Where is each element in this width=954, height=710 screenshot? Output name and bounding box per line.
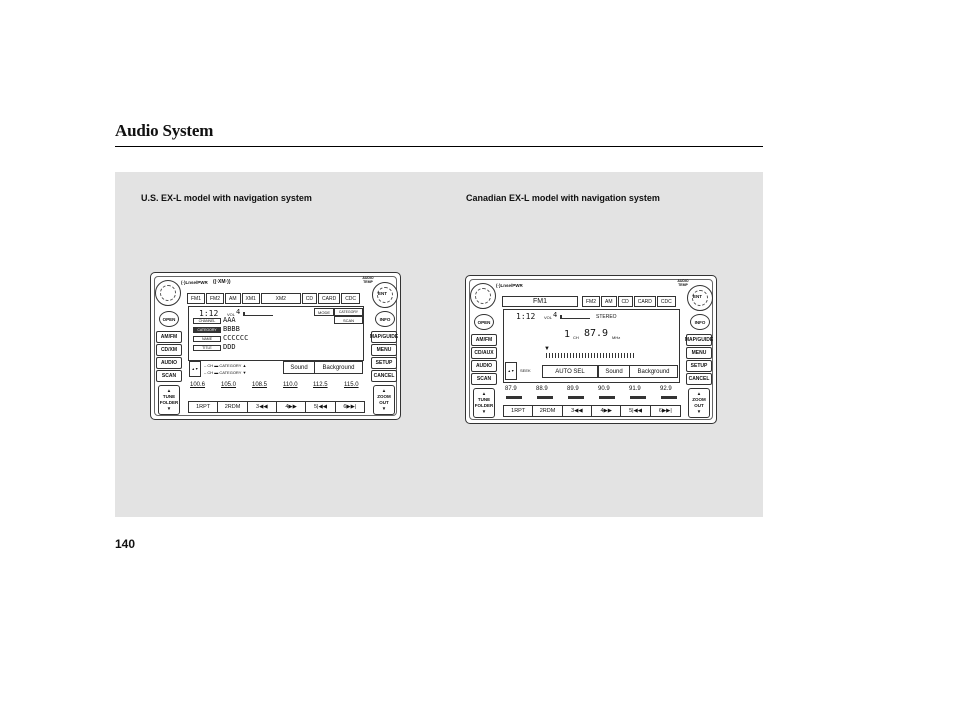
ca-mhz-label: MHz	[612, 335, 621, 340]
ca-source-card[interactable]: CARD	[634, 296, 656, 307]
ca-frequency: 87.9	[584, 328, 609, 339]
us-source-row	[187, 293, 360, 304]
ca-preset-button-6[interactable]: 6▶▶|	[658, 408, 672, 414]
us-line-category: BBBB	[223, 325, 240, 333]
us-preset-button-3[interactable]: 3◀◀	[248, 402, 277, 412]
us-source-card[interactable]: CARD	[318, 293, 340, 304]
us-preset-freq-3: 108.5	[252, 382, 268, 388]
us-setup-button[interactable]: SETUP	[371, 357, 397, 369]
us-caption: U.S. EX-L model with navigation system	[141, 193, 312, 203]
ca-preset-freq-6: 92.9	[660, 386, 672, 392]
us-tune-down-icon: ▼	[166, 406, 172, 411]
us-display-screen	[188, 306, 364, 361]
ca-zoom-button[interactable]	[688, 388, 710, 418]
ca-zoom-down-icon: ▼	[696, 409, 702, 414]
us-preset-freq-4: 110.0	[283, 382, 298, 388]
ca-auto-sel-button[interactable]: AUTO SEL	[542, 365, 598, 378]
ca-preset-bar-6	[661, 396, 677, 399]
ca-preset-freq-2: 88.9	[536, 386, 548, 392]
ca-amfm-button[interactable]: AM/FM	[471, 334, 497, 346]
ca-tuning-marker-icon: ▼	[544, 346, 550, 352]
ca-preset-button-2[interactable]: 2RDM	[533, 406, 562, 416]
ca-open-button[interactable]: OPEN	[474, 314, 494, 330]
us-vol-value: 4	[236, 308, 241, 316]
us-xm-logo: ((·XM·))	[213, 279, 231, 285]
us-vol-label: VOL	[227, 312, 236, 317]
ca-stereo-indicator: STEREO	[596, 314, 617, 320]
us-tag-name: NAME	[193, 336, 221, 342]
us-zoom-up-icon: ▲	[381, 388, 387, 393]
us-tag-category: CATEGORY	[193, 327, 221, 333]
ca-cancel-button[interactable]: CANCEL	[686, 373, 712, 385]
ca-seek-label: SEEK	[520, 368, 531, 373]
ca-current-source[interactable]: FM1	[502, 296, 578, 307]
ca-setup-button[interactable]: SETUP	[686, 360, 712, 372]
page-number: 140	[115, 537, 136, 551]
ca-zoom-label: ZOOM OUT	[692, 397, 706, 408]
us-preset-freq-6: 115.0	[344, 382, 359, 388]
us-map-guide-button[interactable]: MAP/GUIDE	[371, 331, 397, 343]
us-audio-button[interactable]: AUDIO	[156, 357, 182, 369]
us-preset-button-row	[188, 401, 365, 413]
us-clock: 1:12	[199, 309, 219, 318]
us-line-name: CCCCCC	[223, 334, 249, 342]
ca-preset-button-3[interactable]: 3◀◀	[563, 406, 592, 416]
ca-source-cd[interactable]: CD	[618, 296, 633, 307]
ca-audio-unit	[465, 275, 717, 424]
ca-clock: 1:12	[516, 312, 536, 321]
us-preset-freq-1: 100.6	[190, 382, 206, 388]
ca-menu-button[interactable]: MENU	[686, 347, 712, 359]
us-preset-button-2[interactable]: 2RDM	[218, 402, 247, 412]
ca-display-screen	[503, 309, 680, 383]
ca-ch-softkey[interactable]: ▲▼	[505, 362, 517, 380]
ca-preset-button-1[interactable]: 1RPT	[504, 406, 533, 416]
ca-ent-label: ENT	[693, 294, 702, 299]
ca-channel-label: CH	[573, 335, 579, 340]
ca-power-volume-knob[interactable]	[470, 283, 496, 309]
us-tune-label: TUNE FOLDER	[159, 394, 179, 405]
us-open-button[interactable]: OPEN	[159, 311, 179, 327]
us-audio-unit	[150, 272, 401, 420]
ca-preset-freq-1: 87.9	[505, 386, 517, 392]
ca-background-button[interactable]: Background	[629, 365, 678, 378]
ca-volume-bar	[560, 315, 590, 319]
us-source-cdc[interactable]: CDC	[341, 293, 360, 304]
us-mode-button[interactable]: MODE	[314, 308, 334, 316]
ca-preset-bar-2	[537, 396, 553, 399]
us-line-channel: AAA	[223, 316, 236, 324]
ca-source-am[interactable]: AM	[601, 296, 617, 307]
us-preset-button-5[interactable]: 5|◀◀	[306, 402, 335, 412]
ca-preset-freq-5: 91.9	[629, 386, 641, 392]
us-volume-bar	[243, 312, 273, 316]
us-tune-up-icon: ▲	[166, 388, 172, 393]
us-ch-softkey[interactable]: ▲▼	[189, 361, 201, 377]
ca-caption: Canadian EX-L model with navigation system	[466, 193, 660, 203]
us-scan-button[interactable]: SCAN	[156, 370, 182, 382]
ca-preset-bar-5	[630, 396, 646, 399]
ca-vol-label: VOL	[544, 315, 553, 320]
us-scan-softkey[interactable]: SCAN	[334, 316, 363, 324]
us-amfm-button[interactable]: AM/FM	[156, 331, 182, 343]
ca-brand-label: (·)Lnse/PWR	[496, 283, 523, 288]
ca-vol-value: 4	[553, 311, 558, 319]
ca-scan-button[interactable]: SCAN	[471, 373, 497, 385]
us-source-fm2[interactable]: FM2	[206, 293, 224, 304]
ca-preset-bar-3	[568, 396, 584, 399]
us-preset-freq-2: 105.0	[221, 382, 237, 388]
ca-preset-button-5[interactable]: 5|◀◀	[621, 406, 650, 416]
us-cancel-button[interactable]: CANCEL	[371, 370, 397, 382]
us-tune-folder-button[interactable]	[158, 385, 180, 415]
us-source-xm2[interactable]: XM2	[261, 293, 301, 304]
us-category-sort-button[interactable]: CATEGORY	[334, 308, 363, 316]
ca-preset-freq-4: 90.9	[598, 386, 610, 392]
us-tag-channel: CHANNEL	[193, 318, 221, 324]
ca-preset-bar-4	[599, 396, 615, 399]
us-preset-button-1[interactable]: 1RPT	[189, 402, 218, 412]
us-ent-label: ENT	[378, 291, 387, 296]
us-source-cd[interactable]: CD	[302, 293, 317, 304]
ca-preset-button-row	[503, 405, 681, 417]
ca-source-cdc[interactable]: CDC	[657, 296, 676, 307]
ca-tuning-scale	[546, 353, 636, 358]
ca-preset-button-4[interactable]: 4▶▶	[592, 406, 621, 416]
ca-tune-up-icon: ▲	[481, 391, 487, 396]
us-source-xm1[interactable]: XM1	[242, 293, 260, 304]
ca-tune-folder-button[interactable]	[473, 388, 495, 418]
ca-map-guide-button[interactable]: MAP/GUIDE	[686, 334, 712, 346]
ca-tune-label: TUNE FOLDER	[474, 397, 494, 408]
ca-preset-bar-1	[506, 396, 522, 399]
ca-info-button[interactable]: INFO	[690, 314, 710, 330]
us-preset-button-6[interactable]: 6▶▶|	[343, 404, 357, 410]
ca-sound-button[interactable]: Sound	[598, 365, 630, 378]
ca-cdaux-button[interactable]: CD/AUX	[471, 347, 497, 359]
us-audio-temp-label: AUDIO TEMP	[362, 276, 374, 284]
ca-zoom-up-icon: ▲	[696, 391, 702, 396]
ca-source-fm2[interactable]: FM2	[582, 296, 600, 307]
us-zoom-button[interactable]	[373, 385, 395, 415]
title-rule	[115, 146, 763, 147]
ca-source-row	[582, 296, 676, 307]
us-ch-up-label: – CH ▬ CATEGORY ▲	[204, 363, 247, 368]
us-tag-title: TITLE	[193, 345, 221, 351]
us-cdxm-button[interactable]: CD/XM	[156, 344, 182, 356]
us-zoom-down-icon: ▼	[381, 406, 387, 411]
us-brand-label: (·)Lnse/PWR	[181, 280, 208, 285]
us-source-fm1[interactable]: FM1	[187, 293, 205, 304]
ca-preset-freq-3: 89.9	[567, 386, 579, 392]
us-background-button[interactable]: Background	[314, 361, 363, 374]
page-title: Audio System	[115, 121, 214, 140]
us-sound-button[interactable]: Sound	[283, 361, 315, 374]
us-preset-button-4[interactable]: 4▶▶	[277, 402, 306, 412]
us-source-am[interactable]: AM	[225, 293, 241, 304]
us-info-button[interactable]: INFO	[375, 311, 395, 327]
ca-channel-number: 1	[564, 329, 571, 340]
ca-audio-temp-label: AUDIO TEMP	[677, 279, 689, 287]
us-zoom-label: ZOOM OUT	[377, 394, 391, 405]
us-preset-freq-5: 112.5	[313, 382, 328, 388]
ca-audio-button[interactable]: AUDIO	[471, 360, 497, 372]
us-menu-button[interactable]: MENU	[371, 344, 397, 356]
us-ch-down-label: – CH ▬ CATEGORY ▼	[204, 370, 247, 375]
ca-tune-down-icon: ▼	[481, 409, 487, 414]
us-power-volume-knob[interactable]	[155, 280, 181, 306]
us-line-title: DDD	[223, 343, 236, 351]
